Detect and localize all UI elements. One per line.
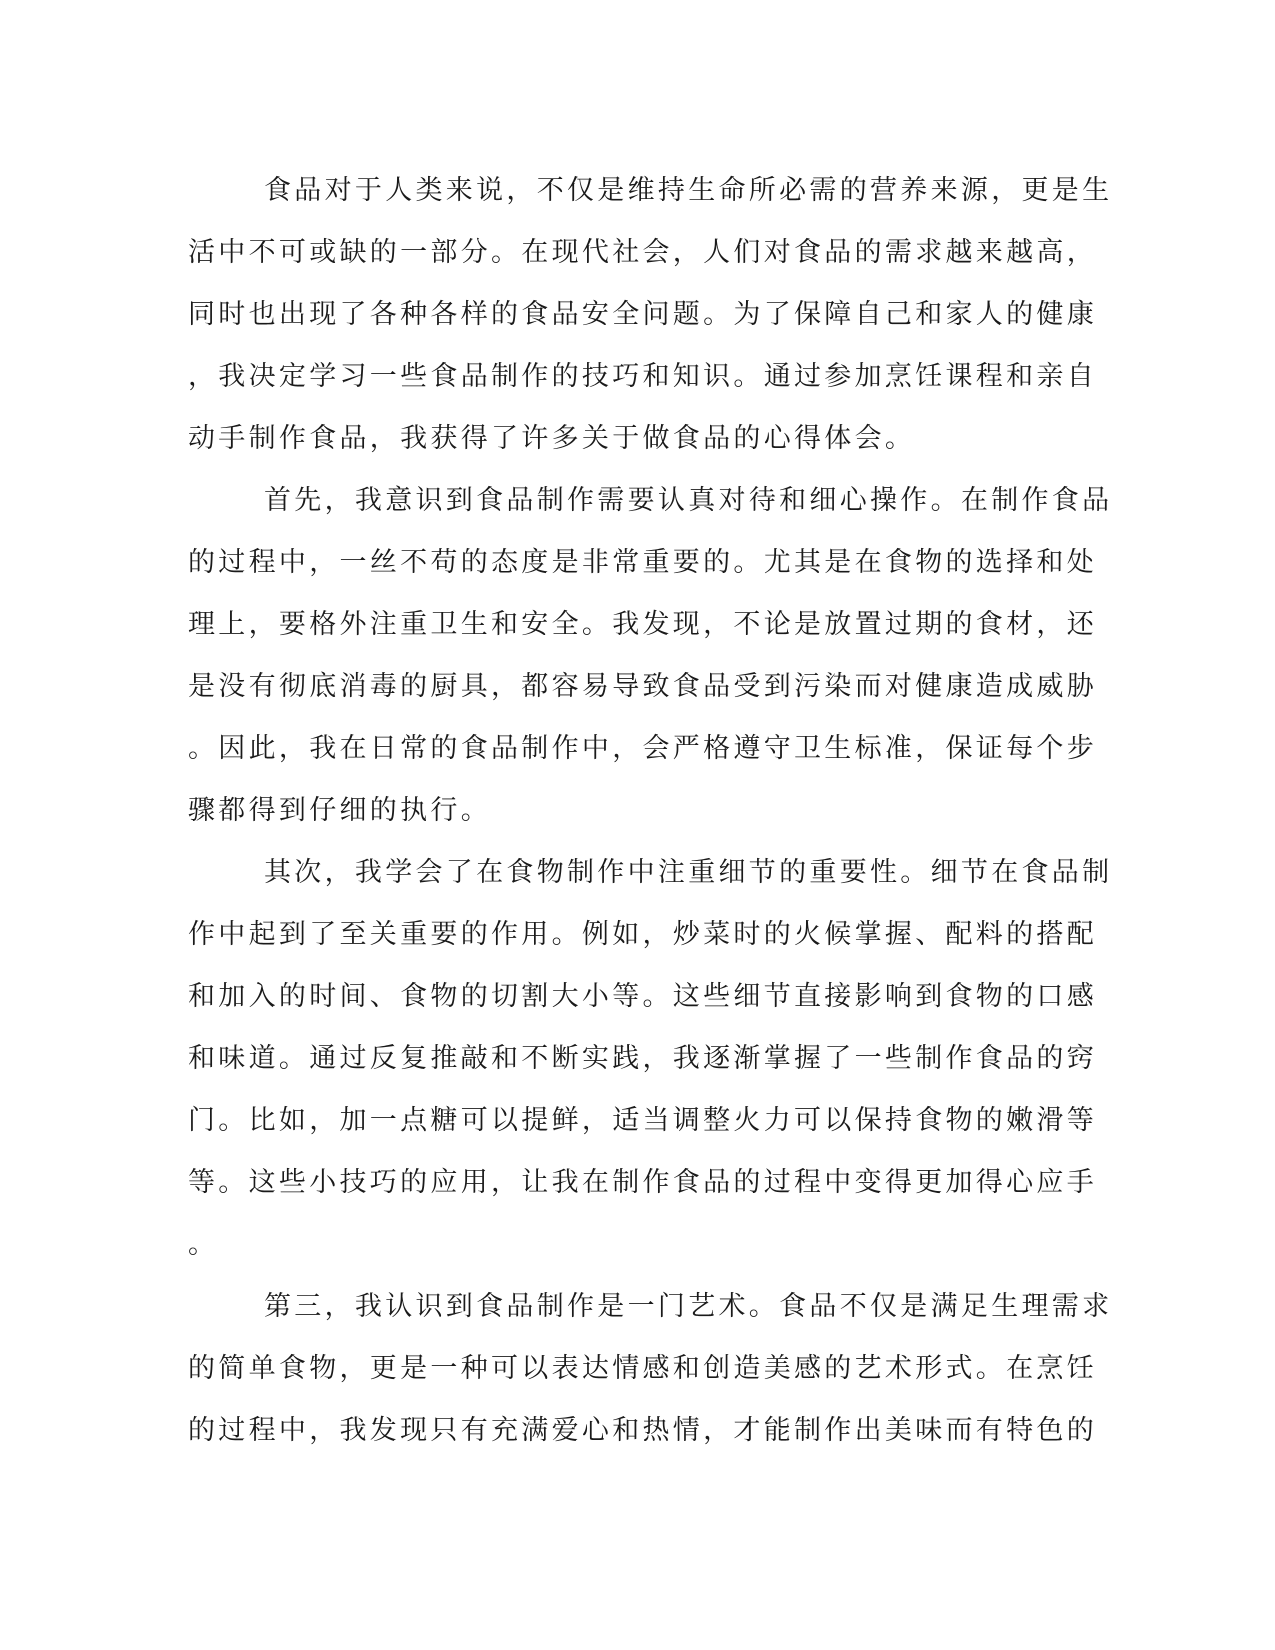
text-line: 和味道。通过反复推敲和不断实践，我逐渐掌握了一些制作食品的窍 — [188, 1043, 1097, 1074]
text-line: 是没有彻底消毒的厨具，都容易导致食品受到污染而对健康造成威胁 — [188, 671, 1097, 702]
text-line: 同时也出现了各种各样的食品安全问题。为了保障自己和家人的健康 — [188, 299, 1097, 330]
text-line: 的过程中，一丝不苟的态度是非常重要的。尤其是在食物的选择和处 — [188, 547, 1097, 578]
text-line: 等。这些小技巧的应用，让我在制作食品的过程中变得更加得心应手 — [188, 1167, 1097, 1198]
text-line: ，我决定学习一些食品制作的技巧和知识。通过参加烹饪课程和亲自 — [188, 361, 1097, 392]
text-line: 食品对于人类来说，不仅是维持生命所必需的营养来源，更是生 — [264, 175, 1113, 206]
text-line: 的过程中，我发现只有充满爱心和热情，才能制作出美味而有特色的 — [188, 1415, 1097, 1446]
paragraph-3 — [188, 842, 1113, 1276]
text-line: 理上，要格外注重卫生和安全。我发现，不论是放置过期的食材，还 — [188, 609, 1097, 640]
text-line: 门。比如，加一点糖可以提鲜，适当调整火力可以保持食物的嫩滑等 — [188, 1105, 1097, 1136]
text-line: 作中起到了至关重要的作用。例如，炒菜时的火候掌握、配料的搭配 — [188, 919, 1097, 950]
paragraph-4 — [188, 1276, 1113, 1462]
paragraph-1 — [188, 160, 1113, 470]
text-line: 活中不可或缺的一部分。在现代社会，人们对食品的需求越来越高， — [188, 237, 1097, 268]
text-line: 骤都得到仔细的执行。 — [188, 795, 491, 826]
text-line: 和加入的时间、食物的切割大小等。这些细节直接影响到食物的口感 — [188, 981, 1097, 1012]
document-body — [188, 160, 1113, 1462]
text-line: 首先，我意识到食品制作需要认真对待和细心操作。在制作食品 — [264, 485, 1113, 516]
text-line: 动手制作食品，我获得了许多关于做食品的心得体会。 — [188, 423, 916, 454]
text-line: 其次，我学会了在食物制作中注重细节的重要性。细节在食品制 — [264, 857, 1113, 888]
text-line: 第三，我认识到食品制作是一门艺术。食品不仅是满足生理需求 — [264, 1291, 1113, 1322]
text-line: 的简单食物，更是一种可以表达情感和创造美感的艺术形式。在烹饪 — [188, 1353, 1097, 1384]
text-line: 。 — [188, 1229, 219, 1260]
paragraph-2 — [188, 470, 1113, 842]
text-line: 。因此，我在日常的食品制作中，会严格遵守卫生标准，保证每个步 — [188, 733, 1097, 764]
